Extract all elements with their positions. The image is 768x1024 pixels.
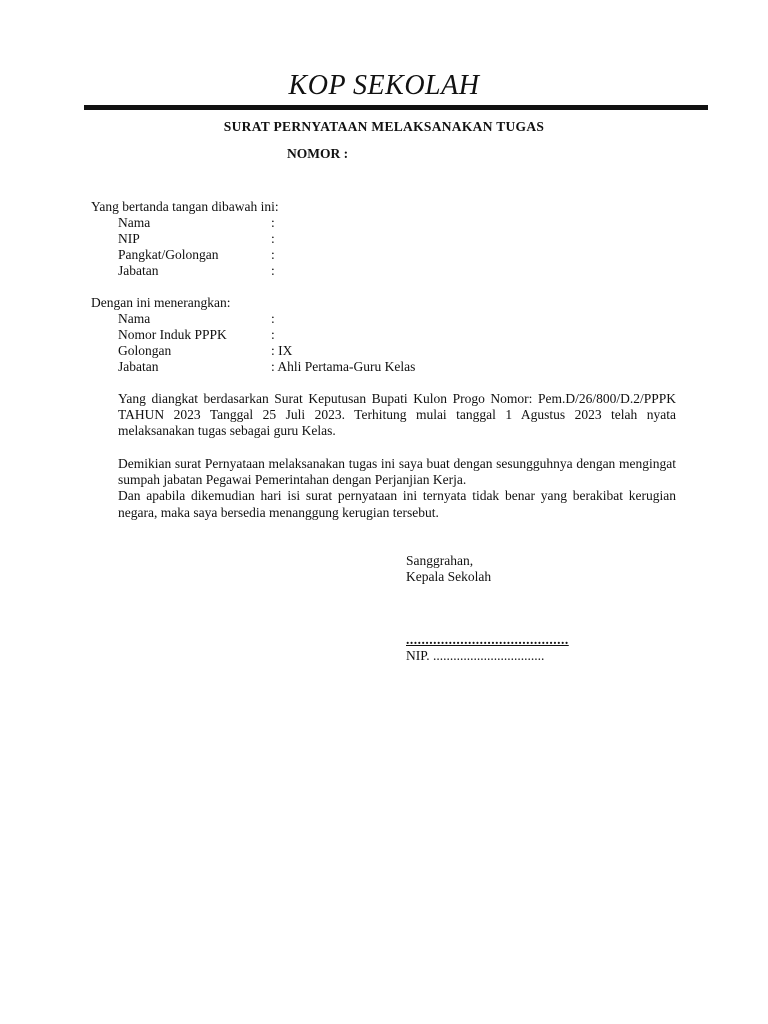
- document-title: SURAT PERNYATAAN MELAKSANAKAN TUGAS: [223, 119, 545, 134]
- signature-place: Sanggrahan,: [406, 553, 474, 568]
- section1-intro: Yang bertanda tangan dibawah ini:: [91, 199, 279, 214]
- closing-text: Demikian surat Pernyataan melaksanakan tugas ini saya buat dengan sesungguhnya dengan mengingat sumpah jabatan Pegawai Pemerintahan dengan Perjanjian Kerja.: [118, 456, 676, 488]
- field-value: :: [271, 247, 275, 262]
- signature-name-line: ..........................................: [406, 632, 569, 647]
- field-value: :: [271, 215, 275, 230]
- field-value: :: [271, 311, 275, 326]
- field-value: : IX: [271, 343, 293, 358]
- field-label: NIP: [118, 231, 140, 246]
- field-label: Nama: [118, 215, 151, 230]
- field-label: Nama: [118, 311, 151, 326]
- statement-paragraph: [118, 391, 676, 440]
- signature-role: Kepala Sekolah: [406, 569, 492, 584]
- document-number: NOMOR :: [287, 146, 349, 161]
- section2-intro: Dengan ini menerangkan:: [91, 295, 231, 310]
- field-value: :: [271, 263, 275, 278]
- school-letterhead: KOP SEKOLAH: [288, 70, 480, 101]
- field-value: :: [271, 327, 275, 342]
- field-label: Jabatan: [118, 263, 159, 278]
- field-label: Pangkat/Golongan: [118, 247, 219, 262]
- statement-text: Yang diangkat berdasarkan Surat Keputusan Bupati Kulon Progo Nomor: Pem.D/26/800/D.2/PPPK TAHUN 2023 Tanggal 25 Juli 2023. Terhitung mulai tanggal 1 Agustus 2023 telah nyata melaksanakan tugas sebagai guru Kelas.: [118, 391, 676, 439]
- signature-nip-line: NIP. .................................: [406, 648, 545, 663]
- field-label: Jabatan: [118, 359, 159, 374]
- field-value: : Ahli Pertama-Guru Kelas: [271, 359, 416, 374]
- field-label: Nomor Induk PPPK: [118, 327, 227, 342]
- letterhead-rule: [84, 105, 708, 110]
- closing-paragraph: [118, 456, 676, 521]
- liability-text: Dan apabila dikemudian hari isi surat pernyataan ini ternyata tidak benar yang berakibat kerugian negara, maka saya bersedia menanggung kerugian tersebut.: [118, 488, 676, 520]
- field-value: :: [271, 231, 275, 246]
- field-label: Golongan: [118, 343, 172, 358]
